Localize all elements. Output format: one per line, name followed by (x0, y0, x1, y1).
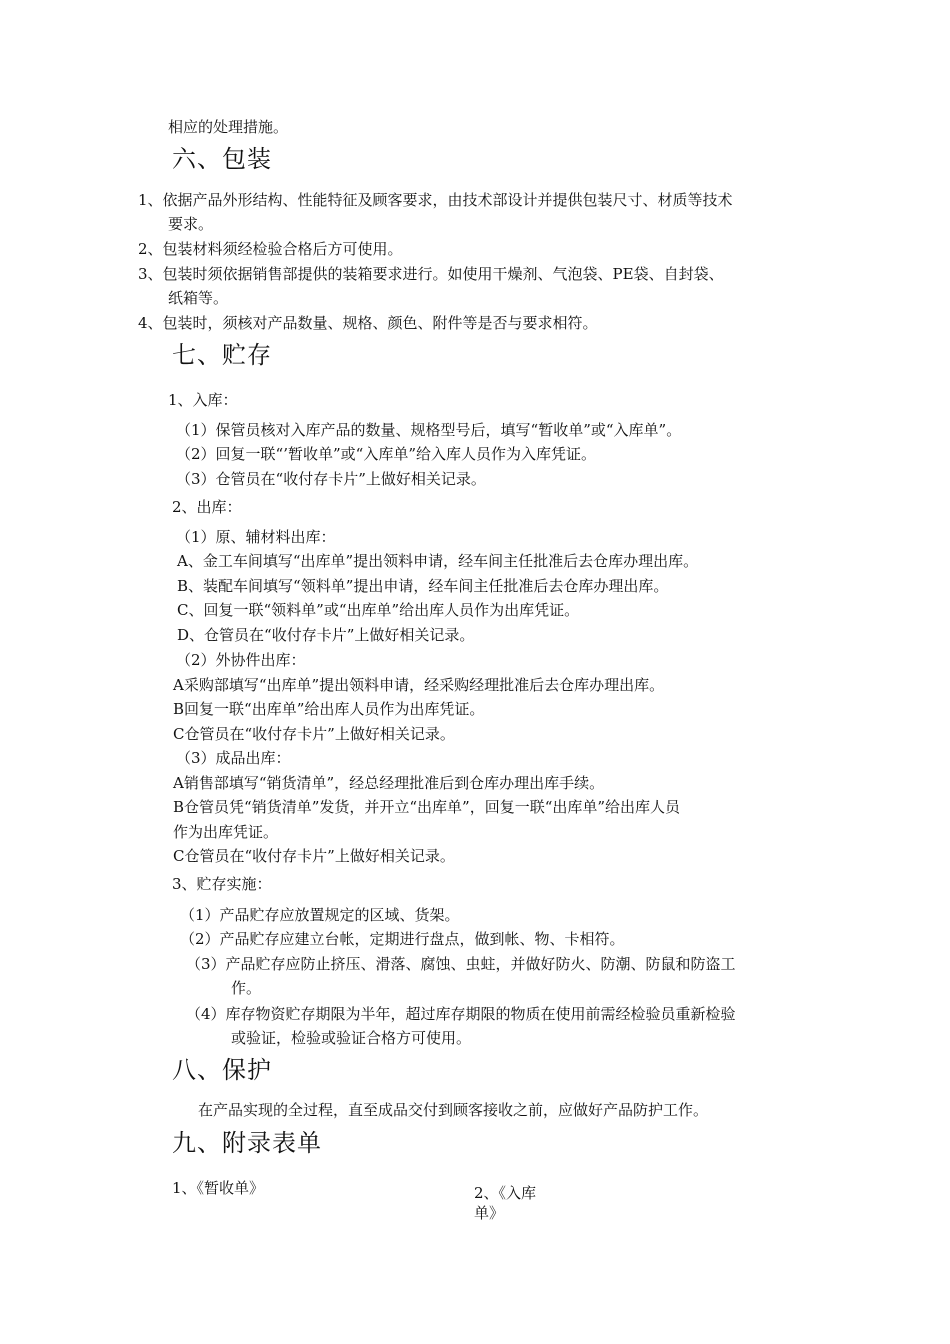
outbound-raw-a: A、金工车间填写“出库单”提出领料申请，经车间主任批准后去仓库办理出库。 (177, 552, 699, 570)
intro-tail: 相应的处理措施。 (168, 118, 289, 136)
outbound-finished-c: C仓管员在“收付存卡片”上做好相关记录。 (173, 847, 455, 865)
outbound-raw-d: D、仓管员在“收付存卡片”上做好相关记录。 (177, 626, 475, 644)
outbound-finished-b: B仓管员凭“销货清单”发货，并开立“出库单”，回复一联“出库单”给出库人员 (173, 798, 681, 816)
outbound-outsourced-a: A采购部填写“出库单”提出领料申请，经采购经理批准后去仓库办理出库。 (173, 676, 665, 694)
packaging-item-2: 2、包装材料须经检验合格后方可使用。 (138, 240, 403, 258)
storage-impl-3-cont: 作。 (231, 979, 262, 997)
outbound-outsourced-c: C仓管员在“收付存卡片”上做好相关记录。 (173, 725, 455, 743)
storage-impl-3: （3）产品贮存应防止挤压、滑落、腐蚀、虫蛀，并做好防火、防潮、防鼠和防盗工 (186, 955, 736, 973)
section-heading-packaging: 六、包装 (172, 145, 272, 173)
outbound-raw-label: （1）原、辅材料出库： (176, 528, 336, 546)
outbound-finished-a: A销售部填写“销货清单”，经总经理批准后到仓库办理出库手续。 (173, 774, 605, 792)
storage-impl-4: （4）库存物资贮存期限为半年，超过库存期限的物质在使用前需经检验员重新检验 (186, 1005, 736, 1023)
inbound-step-2: （2）回复一联“’暂收单”或“入库单”给入库人员作为入库凭证。 (176, 445, 596, 463)
outbound-outsourced-label: （2）外协件出库： (176, 651, 306, 669)
storage-impl-2: （2）产品贮存应建立台帐，定期进行盘点，做到帐、物、卡相符。 (180, 930, 625, 948)
inbound-step-3: （3）仓管员在“收付存卡片”上做好相关记录。 (176, 470, 486, 488)
outbound-raw-b: B、装配车间填写“领料单”提出申请，经车间主任批准后去仓库办理出库。 (177, 577, 669, 595)
storage-impl-4-cont: 或验证，检验或验证合格方可使用。 (231, 1029, 472, 1047)
outbound-finished-label: （3）成品出库： (176, 749, 291, 767)
protection-body: 在产品实现的全过程，直至成品交付到顾客接收之前，应做好产品防护工作。 (198, 1101, 709, 1119)
section-heading-protection: 八、保护 (172, 1056, 272, 1084)
appendix-form-2: 2、《入库 (474, 1184, 537, 1202)
packaging-item-4: 4、包装时，须核对产品数量、规格、颜色、附件等是否与要求相符。 (138, 314, 598, 332)
section-heading-appendix: 九、附录表单 (172, 1129, 322, 1157)
storage-impl-label: 3、贮存实施： (172, 875, 272, 893)
packaging-item-1-cont: 要求。 (168, 215, 214, 233)
section-heading-storage: 七、贮存 (172, 341, 272, 369)
inbound-label: 1、入库： (168, 391, 238, 409)
outbound-finished-b-cont: 作为出库凭证。 (173, 823, 279, 841)
inbound-step-1: （1）保管员核对入库产品的数量、规格型号后，填写“暂收单”或“入库单”。 (176, 421, 682, 439)
outbound-outsourced-b: B回复一联“出库单”给出库人员作为出库凭证。 (173, 700, 485, 718)
appendix-form-1: 1、《暂收单》 (172, 1179, 265, 1197)
packaging-item-3: 3、包装时须依据销售部提供的装箱要求进行。如使用干燥剂、气泡袋、PE袋、自封袋、 (138, 265, 724, 283)
appendix-form-2-cont: 单》 (474, 1204, 505, 1222)
outbound-raw-c: C、回复一联“领料单”或“出库单”给出库人员作为出库凭证。 (177, 601, 580, 619)
outbound-label: 2、出库： (172, 498, 242, 516)
packaging-item-3-cont: 纸箱等。 (168, 289, 229, 307)
storage-impl-1: （1）产品贮存应放置规定的区域、货架。 (180, 906, 460, 924)
packaging-item-1: 1、依据产品外形结构、性能特征及顾客要求，由技术部设计并提供包装尺寸、材质等技术 (138, 191, 733, 209)
